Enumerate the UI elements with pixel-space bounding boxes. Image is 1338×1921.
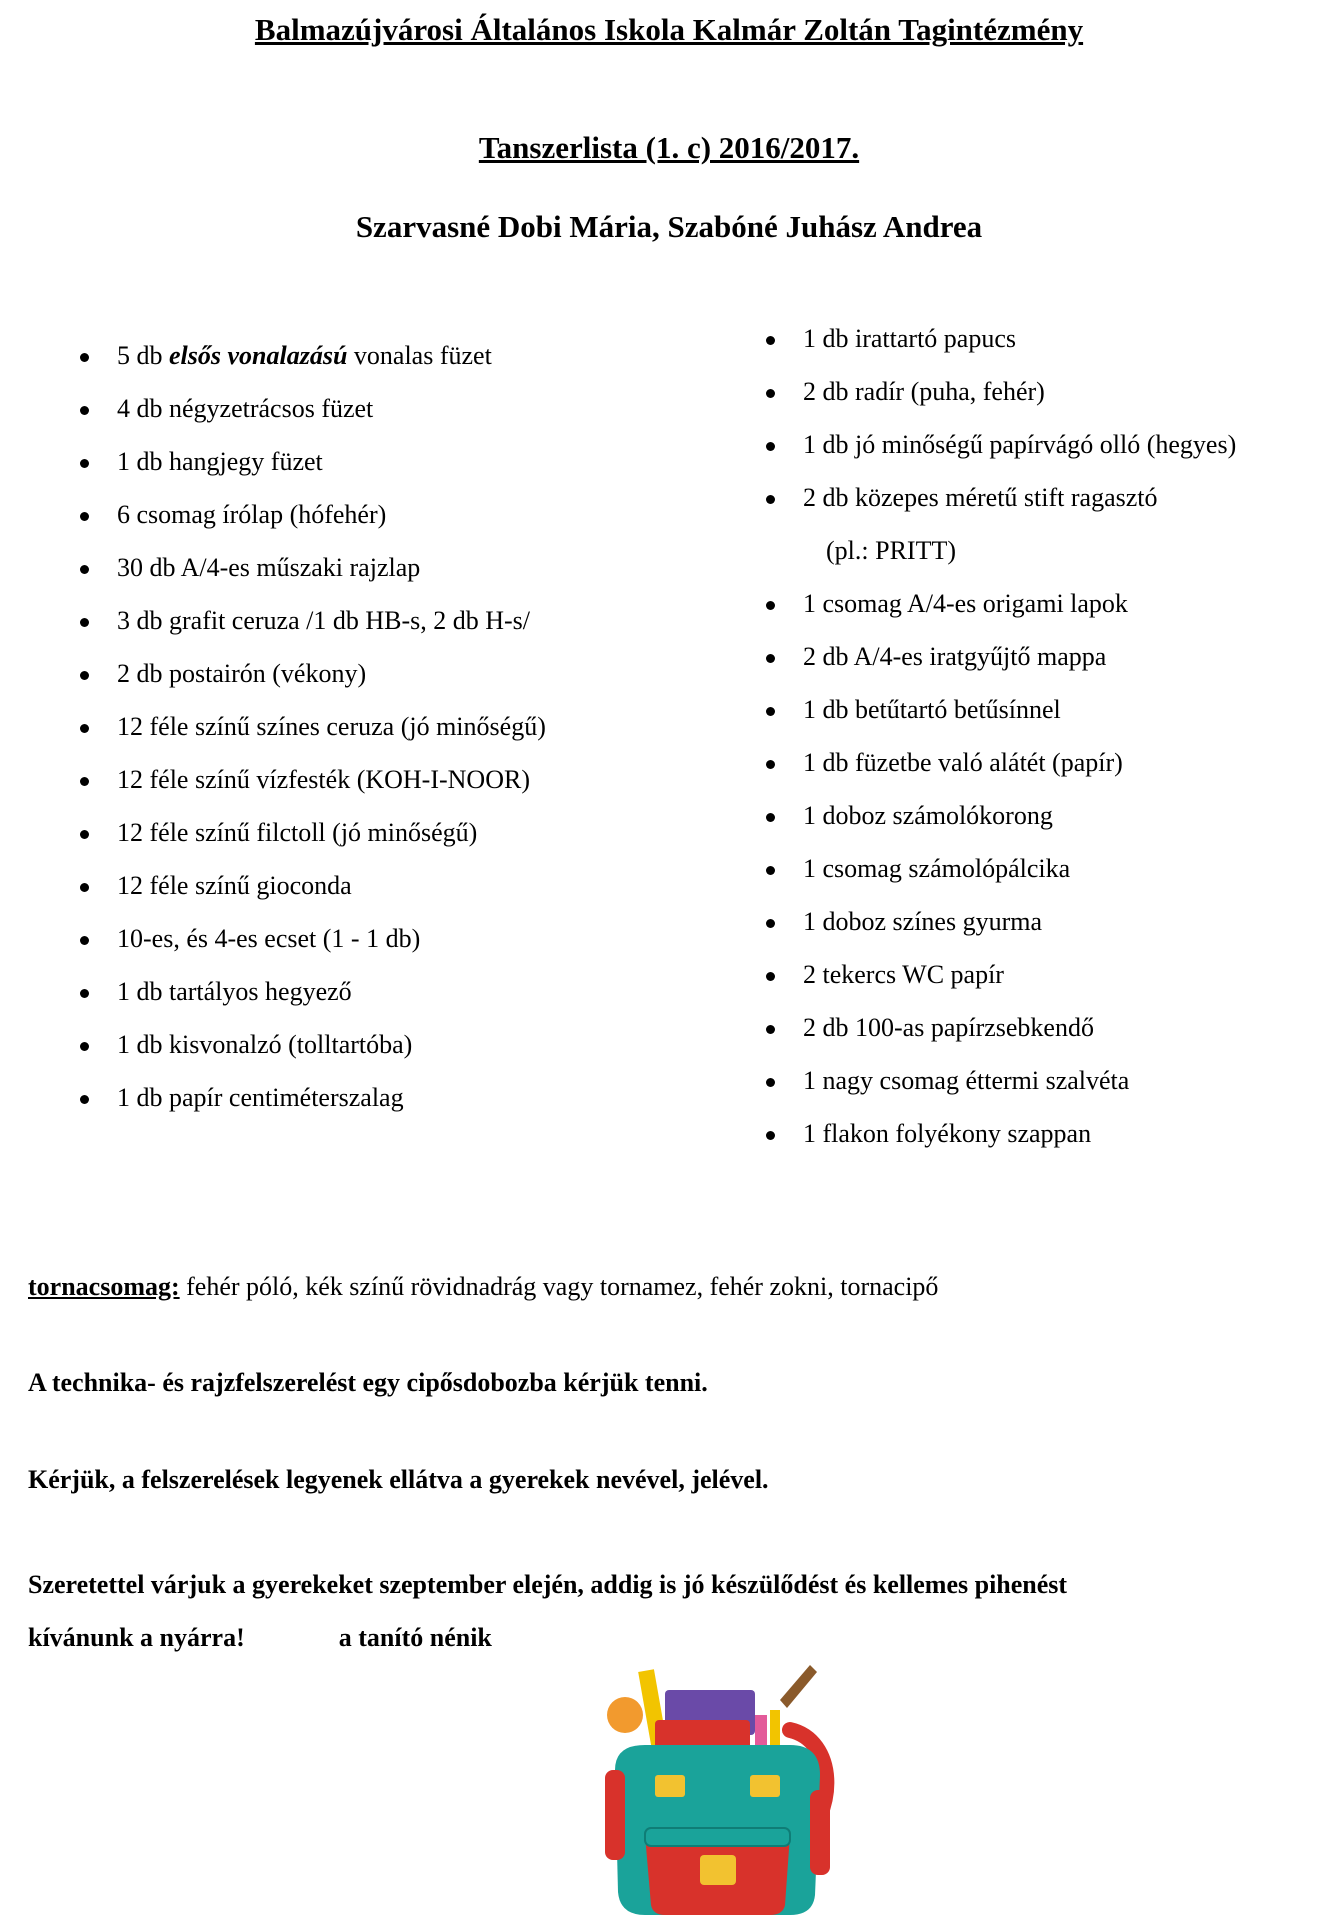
left-supply-list (117, 340, 546, 1135)
list-item: 1 db füzetbe való alátét (papír) (803, 747, 1236, 800)
signature: a tanító nénik (338, 1623, 492, 1652)
list-item: 1 db kisvonalzó (tolltartóba) (117, 1029, 546, 1082)
list-item: 1 db tartályos hegyező (117, 976, 546, 1029)
list-item: 3 db grafit ceruza /1 db HB-s, 2 db H-s/ (117, 605, 546, 658)
list-item: 2 db postairón (vékony) (117, 658, 546, 711)
list-item: 1 db papír centiméterszalag (117, 1082, 546, 1135)
shoebox-note: A technika- és rajzfelszerelést egy cipősdobozba kérjük tenni. (28, 1368, 708, 1397)
closing-line-1: Szeretettel várjuk a gyerekeket szeptember elején, addig is jó készülődést és kellemes pihenést (28, 1570, 1068, 1599)
list-item: 1 doboz színes gyurma (803, 906, 1236, 959)
list-item: 1 db irattartó papucs (803, 323, 1236, 376)
list-item: 2 db A/4-es iratgyűjtő mappa (803, 641, 1236, 694)
list-item: 1 csomag számolópálcika (803, 853, 1236, 906)
gym-kit-label: tornacsomag: (28, 1272, 180, 1301)
list-item: 4 db négyzetrácsos füzet (117, 393, 546, 446)
school-title: Balmazújvárosi Általános Iskola Kalmár Zoltán Tagintézmény (254, 12, 1084, 47)
list-item: 1 csomag A/4-es origami lapok (803, 588, 1236, 641)
list-item-continuation: (pl.: PRITT) (826, 536, 956, 565)
list-item: 1 db betűtartó betűsínnel (803, 694, 1236, 747)
list-item: 2 db radír (puha, fehér) (803, 376, 1236, 429)
teachers-names: Szarvasné Dobi Mária, Szabóné Juhász Andrea (355, 209, 983, 244)
gym-kit-text: fehér póló, kék színű rövidnadrág vagy tornamez, fehér zokni, tornacipő (179, 1272, 939, 1301)
list-item: 2 db közepes méretű stift ragasztó (803, 482, 1236, 535)
closing-line-2: kívánunk a nyárra! a tanító nénik (28, 1623, 492, 1652)
list-item: 1 doboz számolókorong (803, 800, 1236, 853)
list-item: 12 féle színű vízfesték (KOH-I-NOOR) (117, 764, 546, 817)
right-supply-list (803, 323, 1236, 1171)
list-title: Tanszerlista (1. c) 2016/2017. (478, 130, 860, 165)
list-item: 10-es, és 4-es ecset (1 - 1 db) (117, 923, 546, 976)
gym-kit-note (28, 1272, 938, 1302)
list-item: 30 db A/4-es műszaki rajzlap (117, 552, 546, 605)
list-item: 12 féle színű filctoll (jó minőségű) (117, 817, 546, 870)
list-item: 1 flakon folyékony szappan (803, 1118, 1236, 1171)
list-item: 1 nagy csomag éttermi szalvéta (803, 1065, 1236, 1118)
list-item: 12 féle színű színes ceruza (jó minőségű) (117, 711, 546, 764)
school-backpack-illustration (585, 1660, 850, 1921)
list-item: 5 db elsős vonalazású vonalas füzet (117, 340, 546, 393)
names-note: Kérjük, a felszerelések legyenek ellátva a gyerekek nevével, jelével. (28, 1465, 769, 1494)
list-item: 6 csomag írólap (hófehér) (117, 499, 546, 552)
list-item: 2 db 100-as papírzsebkendő (803, 1012, 1236, 1065)
list-item: 1 db hangjegy füzet (117, 446, 546, 499)
list-item: 2 tekercs WC papír (803, 959, 1236, 1012)
list-item: 12 féle színű gioconda (117, 870, 546, 923)
list-item: 1 db jó minőségű papírvágó olló (hegyes) (803, 429, 1236, 482)
